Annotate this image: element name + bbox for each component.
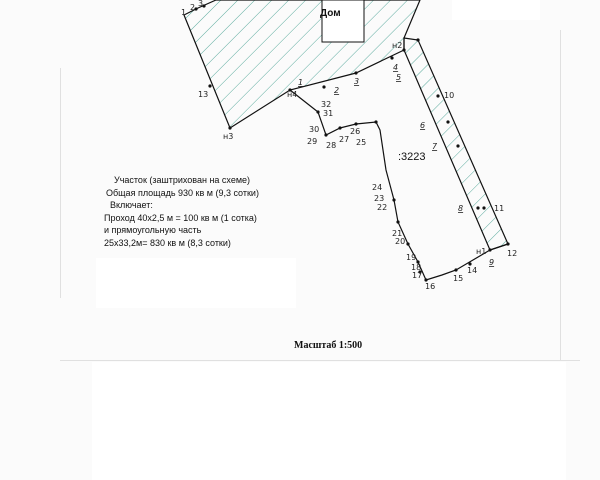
point-label: 14 — [467, 266, 478, 275]
house-label: Дом — [320, 8, 341, 19]
point-label: 1 — [298, 78, 304, 87]
point-label: 7 — [432, 142, 438, 151]
point-label: 2 — [190, 3, 196, 12]
point-label: 25 — [356, 138, 367, 147]
point-label: 17 — [412, 271, 423, 280]
point-label: 13 — [198, 90, 209, 99]
hatched-parcel — [184, 0, 420, 128]
info-line: Включает: — [110, 200, 153, 211]
point-label: н4 — [287, 90, 298, 99]
point-label: 21 — [392, 229, 403, 238]
info-line: 25х33,2м= 830 кв м (8,3 сотки) — [104, 237, 231, 248]
point-label: н3 — [223, 132, 234, 141]
point-label: 3 — [354, 77, 360, 86]
point-label: 28 — [326, 141, 337, 150]
point-label: 8 — [458, 204, 464, 213]
point-label: 20 — [395, 237, 406, 246]
point-label: 1 — [181, 8, 187, 17]
hatched-passage — [404, 38, 508, 250]
house-shape — [322, 0, 364, 42]
info-line: Общая площадь 930 кв м (9,3 сотки) — [106, 187, 259, 198]
info-line: и прямоугольную часть — [104, 225, 202, 236]
point-label: 29 — [307, 137, 318, 146]
point-label: 30 — [309, 125, 320, 134]
point-label: 15 — [453, 274, 464, 283]
point-label: 27 — [339, 135, 350, 144]
cadastral-number: :3223 — [398, 151, 426, 163]
point-label: 5 — [396, 73, 402, 82]
point-label: 3 — [198, 0, 204, 8]
point-label: 32 — [321, 100, 332, 109]
info-line: Участок (заштрихован на схеме) — [114, 175, 251, 185]
point-label: 22 — [377, 203, 388, 212]
point-label: 24 — [372, 183, 383, 192]
info-line: Проход 40х2,5 м = 100 кв м (1 сотка) — [104, 212, 257, 223]
point-label: 23 — [374, 194, 385, 203]
point-label: 10 — [444, 91, 455, 100]
point-label: 2 — [334, 86, 340, 95]
point-label: н2 — [392, 41, 403, 50]
point-label: 26 — [350, 127, 361, 136]
point-label: 18 — [411, 263, 422, 272]
point-label: 11 — [494, 204, 505, 213]
point-label: 12 — [507, 249, 518, 258]
point-label: 4 — [393, 63, 399, 72]
point-label: 16 — [425, 282, 436, 291]
scale-label: Масштаб 1:500 — [294, 340, 363, 351]
point-label: 19 — [406, 253, 417, 262]
point-label: 31 — [323, 109, 334, 118]
point-label: н1 — [476, 247, 487, 256]
point-label: 6 — [420, 121, 426, 130]
area-info — [104, 174, 314, 250]
point-label: 9 — [489, 258, 495, 267]
